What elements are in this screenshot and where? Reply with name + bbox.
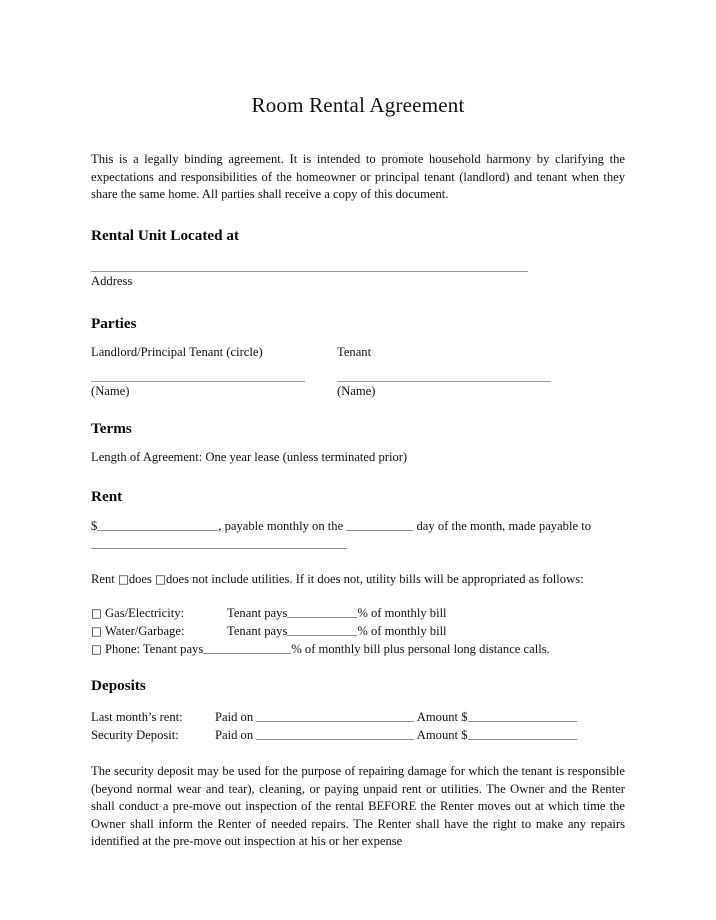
deposit-amount-label-security-deposit: Amount $ [416,728,468,742]
deposit-paid-on-blank-security-deposit[interactable] [256,726,414,740]
deposit-row-security-deposit [91,726,625,744]
checkbox-does-icon[interactable]: □ [117,571,129,586]
deposit-paid-on-blank-last-months-rent[interactable] [256,708,414,722]
deposit-row-last-months-rent [91,708,625,726]
page-title: Room Rental Agreement [251,93,465,117]
rent-does-not-label: does not include utilities. If it does not, utility bills will be appropriated as follows: [165,571,584,586]
parties-labels-row [91,344,625,362]
deposit-amount-blank-security-deposit[interactable] [468,726,577,740]
deposit-amount-label-last-months-rent: Amount $ [416,710,468,724]
security-deposit-paragraph: The security deposit may be used for the purpose of repairing damage for which the tenant is responsible (beyond normal wear and tear), cleaning, or paying unpaid rent or utilities. The Owner and the Renter shall conduct a pre-move out inspection of the rental BEFORE the Renter moves out at which time the Owner shall inform the Renter of needed repairs. The Renter shall have the right to make any repairs identified at the pre-move out inspection at his or her expense [91,764,625,848]
rent-day-blank[interactable] [346,517,413,531]
section-heading-deposits: Deposits [91,677,146,694]
deposit-paid-on-label-last-months-rent: Paid on [215,710,254,724]
utility-pays-label-gas-electricity: Tenant pays [227,606,288,620]
utility-percent-blank-gas-electricity[interactable] [287,604,357,618]
checkbox-water-garbage-icon[interactable]: □ [91,624,102,638]
utility-name-gas-electricity: Gas/Electricity: [105,606,185,620]
landlord-name-cell [91,381,337,399]
rent-does-label: does [128,571,152,586]
rent-amount-blank[interactable] [97,517,218,531]
checkbox-does-not-icon[interactable]: □ [155,571,166,586]
deposit-label-security-deposit: Security Deposit: [91,728,179,742]
document-content [91,0,625,851]
utility-name-phone: Phone: Tenant pays [105,642,204,656]
rent-dollar-sign: $ [91,518,98,533]
section-heading-terms: Terms [91,420,132,437]
deposits-rows [91,708,625,744]
checkbox-phone-icon[interactable]: □ [91,642,102,656]
section-heading-parties: Parties [91,314,137,332]
rent-utilities-statement [91,571,625,589]
section-heading-rent: Rent [91,487,123,505]
rent-day-suffix-text: day of the month, made payable to [416,518,591,533]
utility-row-phone [91,640,625,658]
rent-payable-mid-text: , payable monthly on the [218,518,344,533]
terms-length-of-agreement: Length of Agreement: One year lease (unless terminated prior) [91,450,408,464]
deposit-label-last-months-rent: Last month’s rent: [91,710,183,724]
tenant-label: Tenant [337,344,372,359]
utility-suffix-water-garbage: % of monthly bill [357,624,447,638]
intro-paragraph: This is a legally binding agreement. It is intended to promote household harmony by clarifying the expectations and responsibilities of the homeowner or principal tenant (landlord) and tenant when they share the same home. All parties shall receive a copy of this document. [91,152,625,201]
rent-utilities-prefix: Rent [91,571,115,586]
parties-name-lines-row [91,381,625,399]
utility-suffix-gas-electricity: % of monthly bill [357,606,447,620]
utility-suffix-phone: % of monthly bill plus personal long distance calls. [291,642,550,656]
rent-payable-to-blank[interactable] [91,535,347,549]
checkbox-gas-electricity-icon[interactable]: □ [91,606,102,620]
tenant-name-caption: (Name) [337,384,376,398]
utility-percent-blank-water-garbage[interactable] [287,622,357,636]
deposit-paid-on-label-security-deposit: Paid on [215,728,254,742]
utility-percent-blank-phone[interactable] [203,640,291,654]
rent-amount-line [91,517,625,554]
utility-name-water-garbage: Water/Garbage: [105,624,185,638]
section-heading-rental-unit: Rental Unit Located at [91,226,240,244]
landlord-name-caption: (Name) [91,384,130,398]
utilities-list [91,604,625,658]
landlord-label: Landlord/Principal Tenant (circle) [91,344,263,359]
tenant-name-cell [337,381,625,399]
utility-pays-label-water-garbage: Tenant pays [227,624,288,638]
deposit-amount-blank-last-months-rent[interactable] [468,708,577,722]
utility-row-gas-electricity [91,604,625,622]
address-caption: Address [91,273,133,288]
utility-row-water-garbage [91,622,625,640]
